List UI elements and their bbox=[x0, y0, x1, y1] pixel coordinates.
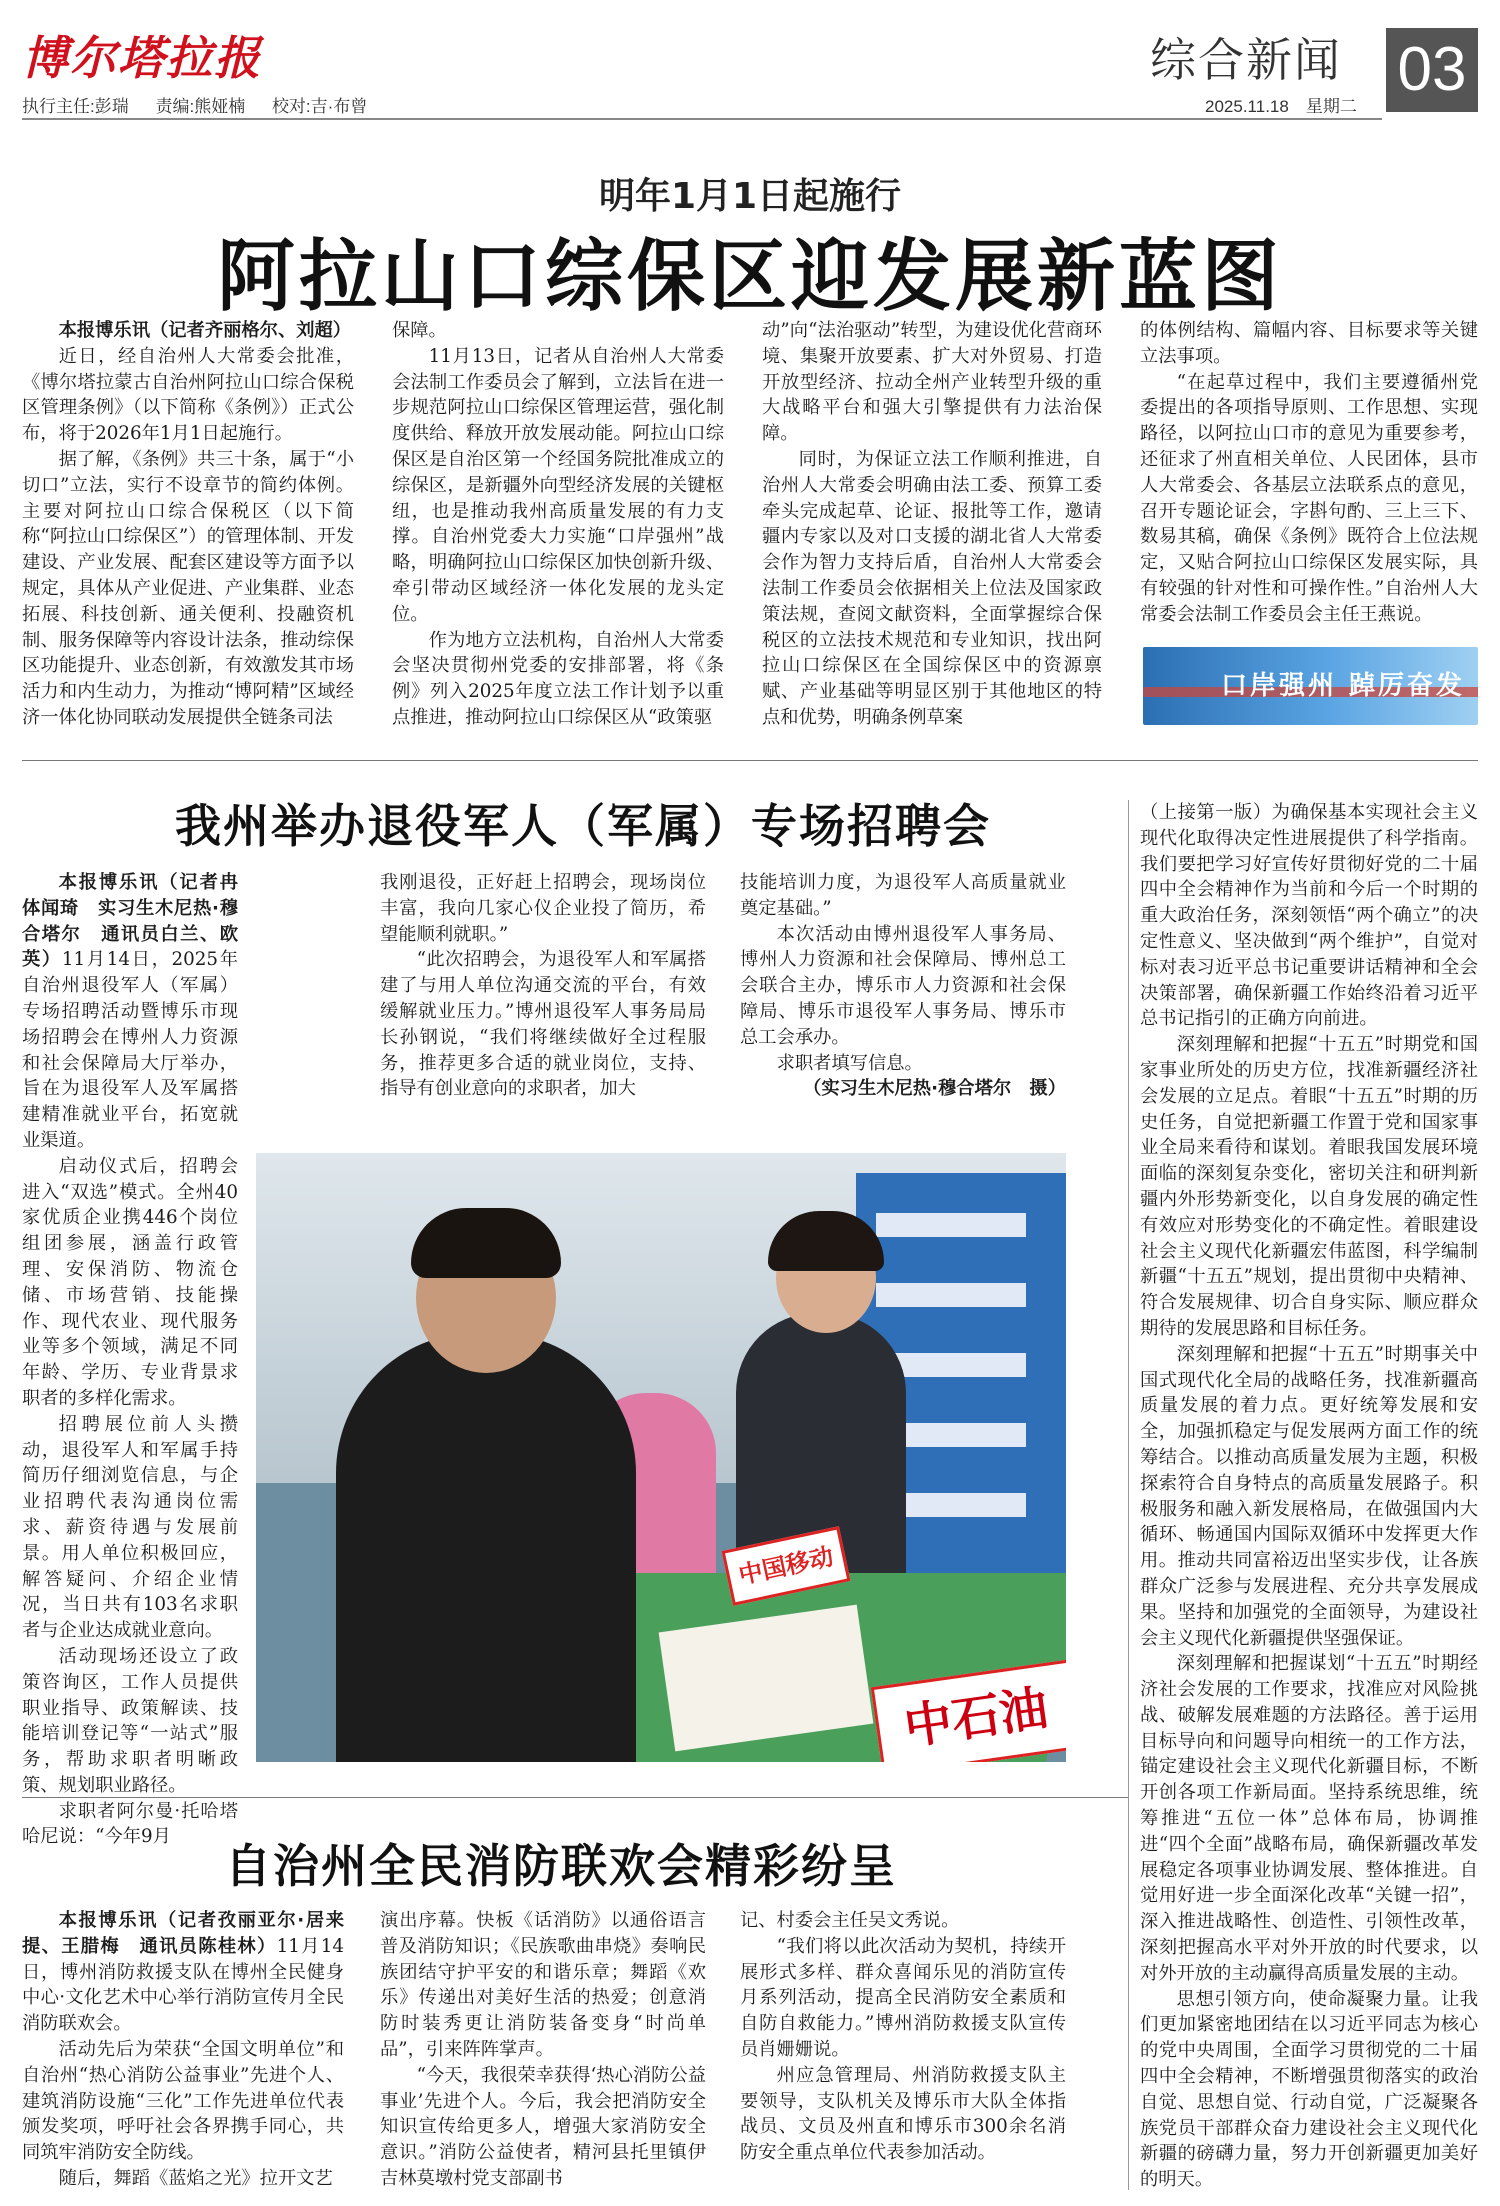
commentary-paragraph: 深刻理解和把握“十五五”时期事关中国式现代化全局的战略任务，找准新疆高质量发展的着力点。更好统筹发展和安全，加强抓稳定与促发展两方面工作的统筹结合。以推动高质量发展为主题，积极探索符合自身特点的高质量发展路子。积极服务和融入新发展格局，在做强国内大循环、畅通国内国际双循环中发挥更大作用。推动共同富裕迈出坚实步伐，让各族群众广泛参与发展进程、充分共享发展成果。坚持和加强党的全面领导，为建设社会主义现代化新疆提供坚强保证。 bbox=[1140, 1343, 1478, 1649]
article2-paragraph: 我刚退役，正好赶上招聘会，现场岗位丰富，我向几家心仪企业投了简历，希望能顺利就职。” bbox=[380, 872, 706, 945]
article2-paragraph: “此次招聘会，为退役军人和军属搭建了与用人单位沟通交流的平台，有效缓解就业压力。”博州退役军人事务局局长孙钢说，“我们将继续做好全过程服务，推荐更多合适的就业岗位，支持、指导有创业意向的求职者，加大 bbox=[380, 949, 706, 1100]
article1-lead-paragraph bbox=[22, 318, 354, 344]
commentary-paragraph: 思想引领方向，使命凝聚力量。让我们更加紧密地团结在以习近平同志为核心的党中央周围，全面学习贯彻党的二十届四中全会精神，不断增强贯彻落实的政治自觉、思想自觉、行动自觉，广泛凝聚各族党员干部群众奋力建设社会主义现代化新疆的磅礴力量，努力开创新疆更加美好的明天。 bbox=[1140, 1988, 1478, 2191]
article1-headline: 阿拉山口综保区迎发展新蓝图 bbox=[216, 231, 1283, 322]
article1-column-2 bbox=[392, 318, 724, 731]
article2-column-1 bbox=[22, 870, 238, 1850]
commentary-paragraph: 深刻理解和把握“十五五”时期党和国家事业所处的历史方位，找准新疆经济社会发展的立足点。着眼“十五五”时期的历史任务，自觉把新疆工作置于党和国家事业全局来看待和谋划。着眼我国发展环境面临的深刻复杂变化，密切关注和研判新疆内外形势新变化，以自身发展的确定性有效应对形势变化的不确定性。着眼建设社会主义现代化新疆宏伟蓝图，科学编制新疆“十五五”规划，提出贯彻中央精神、符合发展规律、切合自身实际、顺应群众期待的发展思路和目标任务。 bbox=[1140, 1034, 1478, 1339]
article1-paragraph: 据了解，《条例》共三十条，属于“小切口”立法，实行不设章节的简约体例。主要对阿拉山口综合保税区（以下简称“阿拉山口综保区”）的管理体制、开发建设、产业发展、配套区建设等方面予以规定，具体从产业促进、产业集群、业态拓展、科技创新、通关便利、投融资机制、服务保障等内容设计法条，推动综保区功能提升、业态创新，有效激发其市场活力和内生动力，为推动“博阿精”区域经济一体化协同联动发展提供全链条司法 bbox=[22, 448, 354, 728]
article2-column-3 bbox=[740, 870, 1066, 1102]
photo-sign-petrochina: 中石油 bbox=[871, 1660, 1066, 1762]
article3-paragraph: 演出序幕。快板《话消防》以通俗语言普及消防知识；《民族歌曲串烧》奏响民族团结守护平安的和谐乐章；舞蹈《欢乐》传递出对美好生活的热爱；创意消防时装秀更让消防装备变身“时尚单品”，引来阵阵掌声。 bbox=[380, 1910, 706, 2060]
article2-paragraph: 本次活动由博州退役军人事务局、博州人力资源和社会保障局、博州总工会联合主办，博乐市人力资源和社会保障局、博乐市退役军人事务局、博乐市总工会承办。 bbox=[740, 923, 1066, 1048]
article1-paragraph: 作为地方立法机构，自治州人大常委会坚决贯彻州党委的安排部署，将《条例》列入2025年度立法工作计划予以重点推进，推动阿拉山口综保区从“政策驱 bbox=[392, 629, 724, 728]
column-divider bbox=[1128, 800, 1129, 2190]
commentary-paragraph: （上接第一版）为确保基本实现社会主义现代化取得决定性进展提供了科学指南。我们要把学习好宣传好贯彻好党的二十届四中全会精神作为当前和今后一个时期的重大政治任务，深刻领悟“两个确立”的决定性意义、坚决做到“两个维护”，自觉对标对表习近平总书记重要讲话精神和全会决策部署，确保新疆工作始终沿着习近平总书记指引的正确方向前进。 bbox=[1140, 802, 1478, 1030]
article3-byline: 本报博乐讯（记者孜丽亚尔·居来提、王腊梅 通讯员陈桂林） bbox=[22, 1910, 344, 1957]
masthead bbox=[0, 0, 1500, 120]
photo-credit: （实习生木尼热·穆合塔尔 摄） bbox=[803, 1078, 1066, 1100]
article1-paragraph: 保障。 bbox=[392, 320, 447, 341]
article3-paragraph: 记、村委会主任吴文秀说。 bbox=[740, 1910, 960, 1931]
photo-person-jobseeker bbox=[336, 1333, 636, 1762]
article2-paragraph: 招聘展位前人头攒动，退役军人和军属手持简历仔细浏览信息，与企业招聘代表沟通岗位需求、薪资待遇与发展前景。用人单位积极回应，解答疑问、介绍企业情况，当日共有103名求职者与企业达成就业意向。 bbox=[22, 1413, 238, 1642]
section-title: 综合新闻 bbox=[1150, 33, 1342, 87]
article2-paragraph: 11月14日，2025年自治州退役军人（军属）专场招聘活动暨博乐市现场招聘会在博州人力资源和社会保障局大厅举办，旨在为退役军人及军属搭建精准就业平台，拓宽就业渠道。 bbox=[22, 949, 238, 1151]
article3-column-2 bbox=[380, 1908, 706, 2192]
editor-proofreader: 校对:吉·布曾 bbox=[271, 97, 368, 116]
article2-paragraph: 求职者阿尔曼·托哈塔哈尼说：“今年9月 bbox=[22, 1800, 238, 1848]
article1-column-1 bbox=[22, 318, 354, 731]
article2-paragraph: 技能培训力度，为退役军人高质量就业奠定基础。” bbox=[740, 872, 1066, 919]
commentary-sidebar bbox=[1140, 800, 1478, 2193]
article1-paragraph: 的体例结构、篇幅内容、目标要求等关键立法事项。 bbox=[1140, 320, 1478, 367]
article1-paragraph: 11月13日，记者从自治州人大常委会法制工作委员会了解到，立法旨在进一步规范阿拉山口综保区管理运营，强化制度供给、释放开放发展动能。阿拉山口综保区是自治区第一个经国务院批准成立的综保区，是新疆外向型经济发展的关键枢纽，也是推动我州高质量发展的有力支撑。自治州党委大力实施“口岸强州”战略，明确阿拉山口综保区加快创新升级、牵引带动区域经济一体化发展的龙头定位。 bbox=[392, 345, 724, 625]
article1-column-4 bbox=[1140, 318, 1478, 628]
page-number: 03 bbox=[1386, 28, 1478, 112]
job-fair-photo bbox=[256, 1153, 1066, 1762]
article3-paragraph: 11月14日，博州消防救援支队在博州全民健身中心·文化艺术中心举行消防宣传月全民消防联欢会。 bbox=[22, 1935, 345, 2035]
photo-hair bbox=[411, 1208, 561, 1278]
article1-paragraph: 动”向“法治驱动”转型，为建设优化营商环境、集聚开放要素、扩大对外贸易、打造开放型经济、拉动全州产业转型升级的重大战略平台和强大引擎提供有力法治保障。 bbox=[762, 320, 1102, 445]
section-divider bbox=[22, 760, 1478, 761]
article1-paragraph: 近日，经自治州人大常委会批准，《博尔塔拉蒙古自治州阿拉山口综合保税区管理条例》（以下简称《条例》）正式公布，将于2026年1月1日起施行。 bbox=[22, 345, 354, 445]
article3-paragraph: “今天，我很荣幸获得‘热心消防公益事业’先进个人。今后，我会把消防安全知识宣传给更多人，增强大家消防安全意识。”消防公益使者，精河县托里镇伊吉林莫墩村党支部副书 bbox=[380, 2064, 706, 2189]
editor-executive: 执行主任:彭瑞 bbox=[22, 97, 129, 116]
banner-slogan: 口岸强州 踔厉奋发 bbox=[1221, 671, 1466, 701]
article3-column-3 bbox=[740, 1908, 1066, 2166]
commentary-paragraph: 深刻理解和把握谋划“十五五”时期经济社会发展的工作要求，找准应对风险挑战、破解发展难题的方法路径。善于运用目标导向和问题导向相统一的工作方法，锚定建设社会主义现代化新疆目标，不断开创各项工作新局面。坚持系统思维，统筹推进“五位一体”总体布局，协调推进“四个全面”战略布局，确保新疆改革发展稳定各项事业协调发展、整体推进。自觉用好进一步全面深化改革“关键一招”，深入推进战略性、创造性、引领性改革，深刻把握高水平对外开放的时代要求，以对外开放的主动赢得高质量发展的主动。 bbox=[1140, 1653, 1478, 1984]
article1-column-3 bbox=[762, 318, 1102, 731]
editor-credits bbox=[22, 92, 389, 117]
article1-byline: 本报博乐讯（记者齐丽格尔、刘超） bbox=[58, 320, 352, 341]
masthead-divider bbox=[22, 118, 1382, 120]
newspaper-brand-logo: 博尔塔拉报 bbox=[22, 31, 262, 85]
article3-paragraph: 随后，舞蹈《蓝焰之光》拉开文艺 bbox=[58, 2167, 333, 2189]
editor-responsible: 责编:熊娅楠 bbox=[155, 97, 246, 116]
article1-kicker: 明年1月1日起施行 bbox=[598, 176, 902, 217]
photo-caption: 求职者填写信息。 bbox=[776, 1052, 923, 1074]
article2-byline: 本报博乐讯（记者冉体闻琦 实习生木尼热·穆合塔尔 通讯员白兰、欧英） bbox=[22, 872, 238, 971]
article2-paragraph: 启动仪式后，招聘会进入“双选”模式。全州40家优质企业携446个岗位组团参展，涵盖行政管理、安保消防、物流仓储、市场营销、技能操作、现代农业、现代服务业等多个领域，满足不同年龄、学历、专业背景求职者的多样化需求。 bbox=[22, 1155, 238, 1409]
issue-date: 2025.11.18 星期二 bbox=[1205, 97, 1357, 116]
article1-paragraph: 同时，为保证立法工作顺利推进，自治州人大常委会明确由法工委、预算工委牵头完成起草、论证、报批等工作，邀请疆内专家以及对口支援的湖北省人大常委会作为智力支持后盾，自治州人大常委会法制工作委员会依据相关上位法及国家政策法规，查阅文献资料，全面掌握综合保税区的立法技术规范和专业知识，找出阿拉山口综保区在全国综保区中的资源禀赋、产业基础等明显区别于其他地区的特点和优势，明确条例草案 bbox=[762, 448, 1102, 728]
article2-lead-paragraph bbox=[22, 870, 238, 1154]
article2-column-2 bbox=[380, 870, 706, 1102]
article2-headline: 我州举办退役军人（军属）专场招聘会 bbox=[175, 799, 991, 853]
article3-lead-paragraph bbox=[22, 1908, 344, 2037]
article3-paragraph: 活动先后为荣获“全国文明单位”和自治州“热心消防公益事业”先进个人、建筑消防设施“三化”工作先进单位代表颁发奖项，呼吁社会各界携手同心，共同筑牢消防安全防线。 bbox=[22, 2038, 344, 2164]
article3-paragraph: “我们将以此次活动为契机，持续开展形式多样、群众喜闻乐见的消防宣传月系列活动，提高全民消防安全素质和自防自救能力。”博州消防救援支队宣传员肖姗姗说。 bbox=[740, 1935, 1066, 2060]
article1-paragraph: “在起草过程中，我们主要遵循州党委提出的各项指导原则、工作思想、实现路径，以阿拉山口市的意见为重要参考，还征求了州直相关单位、人民团体，县市人大常委会、各基层立法联系点的意见，召开专题论证会，字斟句酌、三上三下、数易其稿，确保《条例》既符合上位法规定，又贴合阿拉山口综保区发展实际，具有较强的针对性和可操作性。”自治州人大常委会法制工作委员会主任王燕说。 bbox=[1140, 371, 1478, 625]
article3-paragraph: 州应急管理局、州消防救援支队主要领导，支队机关及博乐市大队全体指战员、文员及州直和博乐市300余名消防安全重点单位代表参加活动。 bbox=[740, 2064, 1066, 2164]
article2-paragraph: 活动现场还设立了政策咨询区，工作人员提供职业指导、政策解读、技能培训登记等“一站式”服务，帮助求职者明晰政策、规划职业路径。 bbox=[22, 1645, 238, 1796]
photo-sign-china-mobile: 中国移动 bbox=[721, 1526, 850, 1606]
section-divider bbox=[22, 1797, 1128, 1798]
article3-column-1 bbox=[22, 1908, 344, 2192]
article3-headline: 自治州全民消防联欢会精彩纷呈 bbox=[225, 1839, 897, 1893]
port-promo-banner bbox=[1143, 647, 1478, 725]
